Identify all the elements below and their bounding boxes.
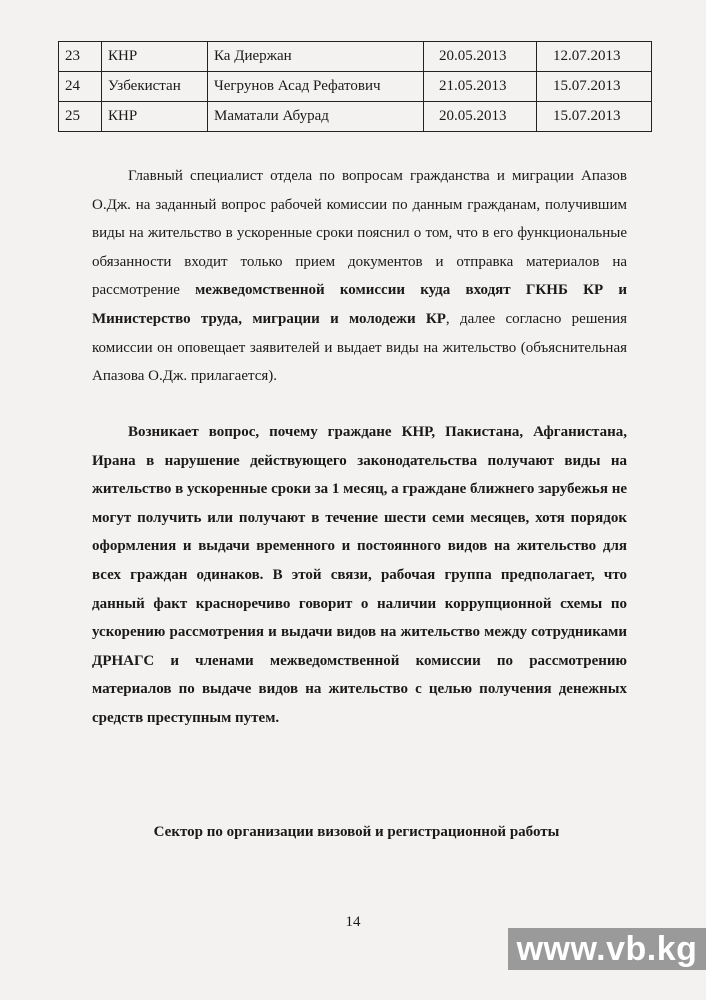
row-number-cell: 25 [59, 102, 102, 132]
country-cell: КНР [102, 102, 208, 132]
name-cell: Маматали Абурад [208, 102, 424, 132]
paragraph-explanation-part2: , далее согласно решения комиссии он оповещает заявителей и выдает виды на жительство (объяснительная Апазова О.Дж. прилагается). [92, 310, 627, 385]
paragraph-explanation-bold: межведомственной комиссии куда входят ГКНБ КР и Министерство труда, миграции и молодежи КР [92, 282, 627, 327]
records-table [58, 41, 652, 132]
table-row [59, 72, 652, 102]
application-date-cell: 20.05.2013 [424, 42, 537, 72]
issue-date-cell: 15.07.2013 [537, 102, 652, 132]
country-cell: КНР [102, 42, 208, 72]
country-cell: Узбекистан [102, 72, 208, 102]
issue-date-cell: 12.07.2013 [537, 42, 652, 72]
paragraph-explanation [92, 162, 627, 391]
row-number-cell: 23 [59, 42, 102, 72]
table-row [59, 42, 652, 72]
application-date-cell: 21.05.2013 [424, 72, 537, 102]
name-cell: Чегрунов Асад Рефатович [208, 72, 424, 102]
page-number: 14 [345, 914, 361, 930]
table-row [59, 102, 652, 132]
records-table-body [59, 42, 652, 132]
paragraph-conclusion [92, 418, 627, 733]
watermark-logo: www.vb.kg [508, 928, 706, 970]
name-cell: Ка Диержан [208, 42, 424, 72]
section-heading: Сектор по организации визовой и регистрационной работы [153, 824, 560, 840]
paragraph-explanation-part1: Главный специалист отдела по вопросам гражданства и миграции Апазов О.Дж. на заданный вопрос рабочей комиссии по данным гражданам, получившим виды на жительство в ускоренные сроки пояснил о том, что в его функциональные обязанности входит только прием документов и отправка материалов на рассмотрение [92, 168, 627, 299]
issue-date-cell: 15.07.2013 [537, 72, 652, 102]
row-number-cell: 24 [59, 72, 102, 102]
application-date-cell: 20.05.2013 [424, 102, 537, 132]
paragraph-conclusion-text: Возникает вопрос, почему граждане КНР, Пакистана, Афганистана, Ирана в нарушение действующего законодательства получают виды на жительство в ускоренные сроки за 1 месяц, а граждане ближнего зарубежья не могут получить или получают в течение шести семи месяцев, хотя порядок оформления и выдачи временного и постоянного видов на жительство для всех граждан одинаков. В этой связи, рабочая группа предполагает, что данный факт красноречиво говорит о наличии коррупционной схемы по ускорению рассмотрения и выдачи видов на жительство между сотрудниками ДРНАГС и членами межведомственной комиссии по рассмотрению материалов по выдаче видов на жительство с целью получения денежных средств преступным путем. [92, 424, 627, 726]
